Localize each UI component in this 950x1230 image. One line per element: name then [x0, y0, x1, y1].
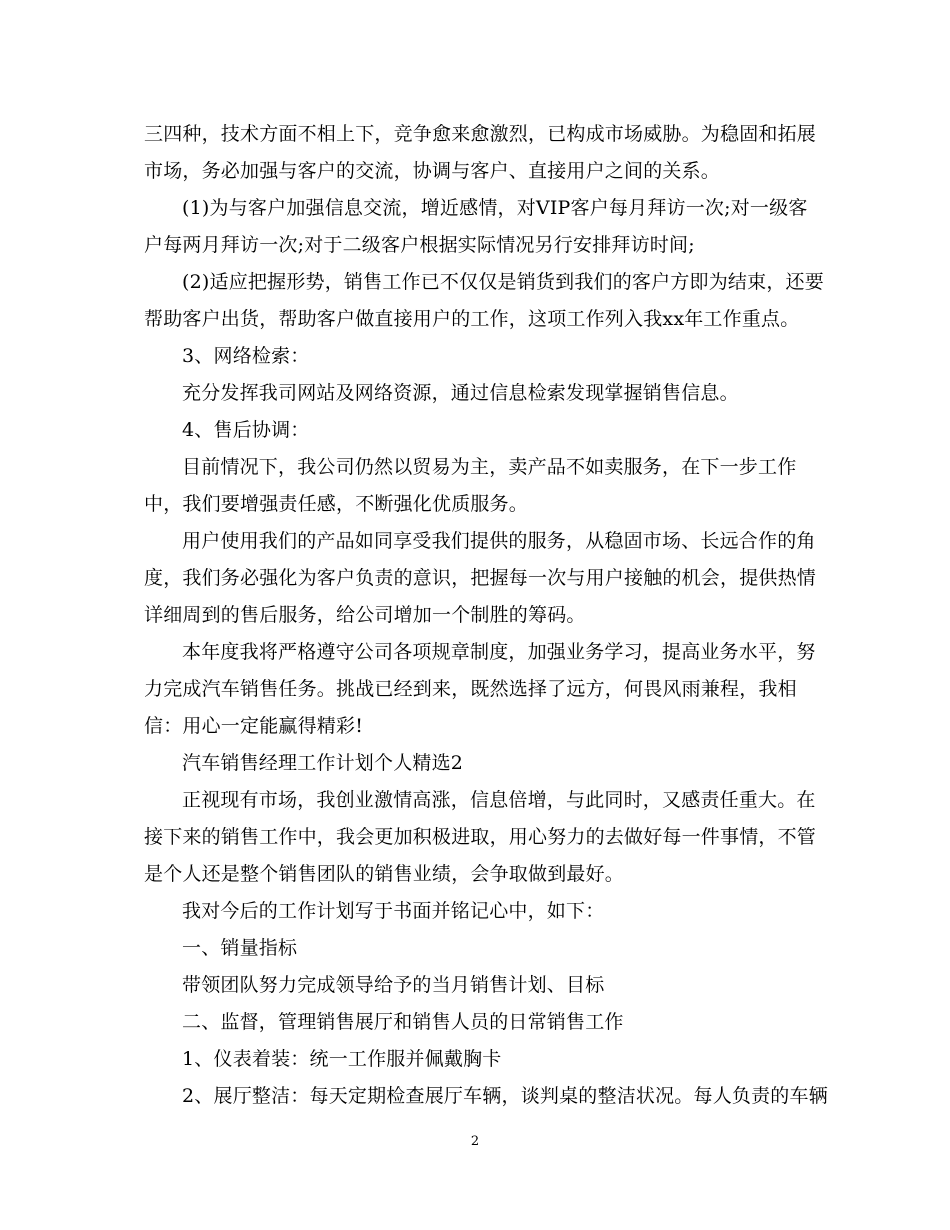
- section-heading: 一、销量指标: [182, 937, 298, 959]
- body-text-line: 是个人还是整个销售团队的销售业绩，会争取做到最好。: [144, 863, 625, 885]
- section-heading: 汽车销售经理工作计划个人精选2: [182, 752, 464, 774]
- body-text-line: 接下来的销售工作中，我会更加积极进取，用心努力的去做好每一件事情，不管: [144, 826, 817, 848]
- body-text-line: 中，我们要增强责任感，不断强化优质服务。: [144, 493, 529, 515]
- body-text-line: 带领团队努力完成领导给予的当月销售计划、目标: [182, 974, 605, 996]
- body-text-line: 力完成汽车销售任务。挑战已经到来，既然选择了远方，何畏风雨兼程，我相: [144, 678, 797, 700]
- body-text-line: 本年度我将严格遵守公司各项规章制度，加强业务学习，提高业务水平，努: [182, 641, 816, 663]
- page-number: 2: [470, 1134, 480, 1149]
- body-text-line: 帮助客户出货，帮助客户做直接用户的工作，这项工作列入我xx年工作重点。: [144, 308, 800, 330]
- body-text-line: 正视现有市场，我创业激情高涨，信息倍增，与此同时，又感责任重大。在: [182, 789, 816, 811]
- body-text-line: 1、仪表着装：统一工作服并佩戴胸卡: [182, 1048, 502, 1070]
- body-text-line: 户每两月拜访一次;对于二级客户根据实际情况另行安排拜访时间;: [144, 234, 695, 256]
- section-heading: 3、网络检索：: [182, 345, 310, 367]
- body-text-line: 用户使用我们的产品如同享受我们提供的服务，从稳固市场、长远合作的角: [182, 530, 816, 552]
- body-text-line: 信：用心一定能赢得精彩!: [144, 715, 364, 737]
- body-text-line: (2)适应把握形势，销售工作已不仅仅是销货到我们的客户方即为结束，还要: [182, 271, 824, 293]
- section-heading: 二、监督，管理销售展厅和销售人员的日常销售工作: [182, 1011, 624, 1033]
- body-text-line: 详细周到的售后服务，给公司增加一个制胜的筹码。: [144, 604, 586, 626]
- body-text-line: 三四种，技术方面不相上下，竞争愈来愈激烈，已构成市场威胁。为稳固和拓展: [144, 123, 817, 145]
- body-text-line: 我对今后的工作计划写于书面并铭记心中，如下：: [182, 900, 605, 922]
- body-text-line: 目前情况下，我公司仍然以贸易为主，卖产品不如卖服务，在下一步工作: [182, 456, 797, 478]
- body-text-line: 2、展厅整洁：每天定期检查展厅车辆，谈判桌的整洁状况。每人负责的车辆: [182, 1085, 828, 1107]
- section-heading: 4、售后协调：: [182, 419, 310, 441]
- body-text-line: 充分发挥我司网站及网络资源，通过信息检索发现掌握销售信息。: [182, 382, 739, 404]
- body-text-line: (1)为与客户加强信息交流，增近感情，对VIP客户每月拜访一次;对一级客: [182, 197, 808, 219]
- body-text-line: 度，我们务必强化为客户负责的意识，把握每一次与用户接触的机会，提供热情: [144, 567, 817, 589]
- body-text-line: 市场，务必加强与客户的交流，协调与客户、直接用户之间的关系。: [144, 160, 721, 182]
